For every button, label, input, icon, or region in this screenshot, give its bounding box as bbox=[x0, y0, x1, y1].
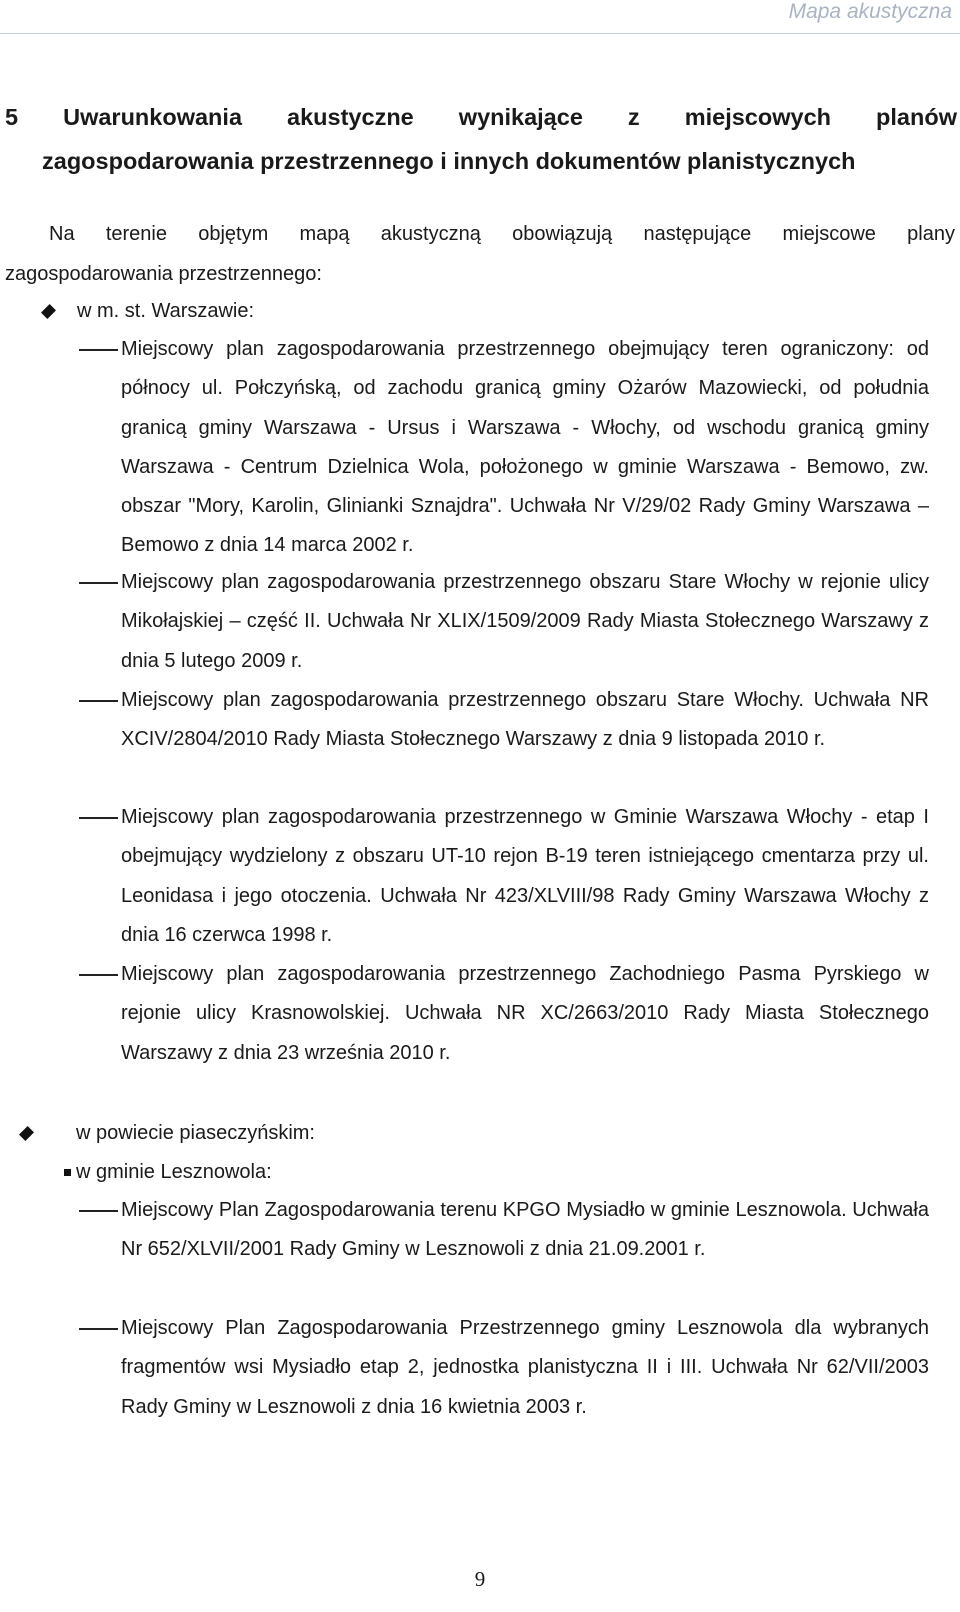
dash-bullet-icon bbox=[79, 1210, 118, 1212]
subgroup-lesznowola-heading bbox=[64, 1152, 272, 1192]
plan-text: Miejscowy plan zagospodarowania przestrzennego Zachodniego Pasma Pyrskiego w rejonie ulicy Krasnowolskiej. Uchwała NR XC/2663/2010 Rady Miasta Stołecznego Warszawy z dnia 23 września 2010 r. bbox=[121, 963, 929, 1064]
plan-text: Miejscowy Plan Zagospodarowania terenu KPGO Mysiadło w gminie Lesznowola. Uchwała Nr 652/XLVII/2001 Rady Gminy w Lesznowoli z dnia 21.09.2001 r. bbox=[121, 1199, 929, 1261]
group-warszawa-heading bbox=[44, 291, 254, 331]
intro-line-1: Na terenie objętym mapą akustyczną obowiązują następujące miejscowe plany bbox=[49, 223, 955, 245]
plan-text: Miejscowy Plan Zagospodarowania Przestrzennego gminy Lesznowola dla wybranych fragmentów wsi Mysiadło etap 2, jednostka planistyczna II i III. Uchwała Nr 62/VII/2003 Rady Gminy w Lesznowoli z dnia 16 kwietnia 2003 r. bbox=[121, 1317, 929, 1418]
list-item bbox=[0, 798, 960, 955]
list-item bbox=[0, 1191, 960, 1270]
section-heading-line-1: 5 Uwarunkowania akustyczne wynikające z miejscowych planów bbox=[5, 104, 957, 130]
dash-bullet-icon bbox=[79, 1328, 118, 1330]
subgroup-lesznowola-label: w gminie Lesznowola: bbox=[76, 1160, 272, 1183]
group-warszawa-label: w m. st. Warszawie: bbox=[77, 299, 255, 322]
dash-bullet-icon bbox=[79, 700, 118, 702]
list-item bbox=[0, 563, 960, 681]
section-heading bbox=[5, 95, 957, 183]
list-item bbox=[0, 955, 960, 1073]
group-piaseczno-label: w powiecie piaseczyńskim: bbox=[76, 1121, 315, 1144]
diamond-bullet-icon bbox=[19, 1126, 34, 1141]
plan-text: Miejscowy plan zagospodarowania przestrzennego obszaru Stare Włochy w rejonie ulicy Mikołajskiej – część II. Uchwała Nr XLIX/1509/2009 Rady Miasta Stołecznego Warszawy z dnia 5 lutego 2009 r. bbox=[121, 571, 929, 672]
page-number: 9 bbox=[474, 1567, 486, 1591]
square-bullet-icon bbox=[64, 1169, 71, 1176]
dash-bullet-icon bbox=[79, 349, 118, 351]
header-rule bbox=[0, 33, 960, 34]
list-item bbox=[0, 1309, 960, 1427]
dash-bullet-icon bbox=[79, 582, 118, 584]
section-heading-line-2: zagospodarowania przestrzennego i innych dokumentów planistycznych bbox=[42, 148, 856, 174]
list-item bbox=[0, 330, 960, 566]
plan-text: Miejscowy plan zagospodarowania przestrzennego w Gminie Warszawa Włochy - etap I obejmujący wydzielony z obszaru UT-10 rejon B-19 teren istniejącego cmentarza przy ul. Leonidasa i jego otoczenia. Uchwała Nr 423/XLVIII/98 Rady Gminy Warszawa Włochy z dnia 16 czerwca 1998 r. bbox=[121, 806, 929, 946]
diamond-bullet-icon bbox=[41, 304, 56, 319]
intro-line-2: zagospodarowania przestrzennego: bbox=[5, 263, 322, 285]
plan-text: Miejscowy plan zagospodarowania przestrzennego obszaru Stare Włochy. Uchwała NR XCIV/2804/2010 Rady Miasta Stołecznego Warszawy z dnia 9 listopada 2010 r. bbox=[121, 689, 929, 751]
running-header: Mapa akustyczna bbox=[788, 0, 952, 23]
dash-bullet-icon bbox=[79, 817, 118, 819]
plan-text: Miejscowy plan zagospodarowania przestrzennego obejmujący teren ograniczony: od północy ul. Połczyńską, od zachodu granicą gminy Ożarów Mazowiecki, od południa granicą gminy Warszawa - Ursus i Warszawa - Włochy, od wschodu granicą gminy Warszawa - Centrum Dzielnica Wola, położonego w gminie Warszawa - Bemowo, zw. obszar "Mory, Karolin, Glinianki Sznajdra". Uchwała Nr V/29/02 Rady Gminy Warszawa – Bemowo z dnia 14 marca 2002 r. bbox=[121, 338, 929, 557]
intro-paragraph bbox=[5, 214, 955, 294]
dash-bullet-icon bbox=[79, 974, 118, 976]
group-piaseczno-heading bbox=[22, 1113, 315, 1153]
list-item bbox=[0, 681, 960, 760]
